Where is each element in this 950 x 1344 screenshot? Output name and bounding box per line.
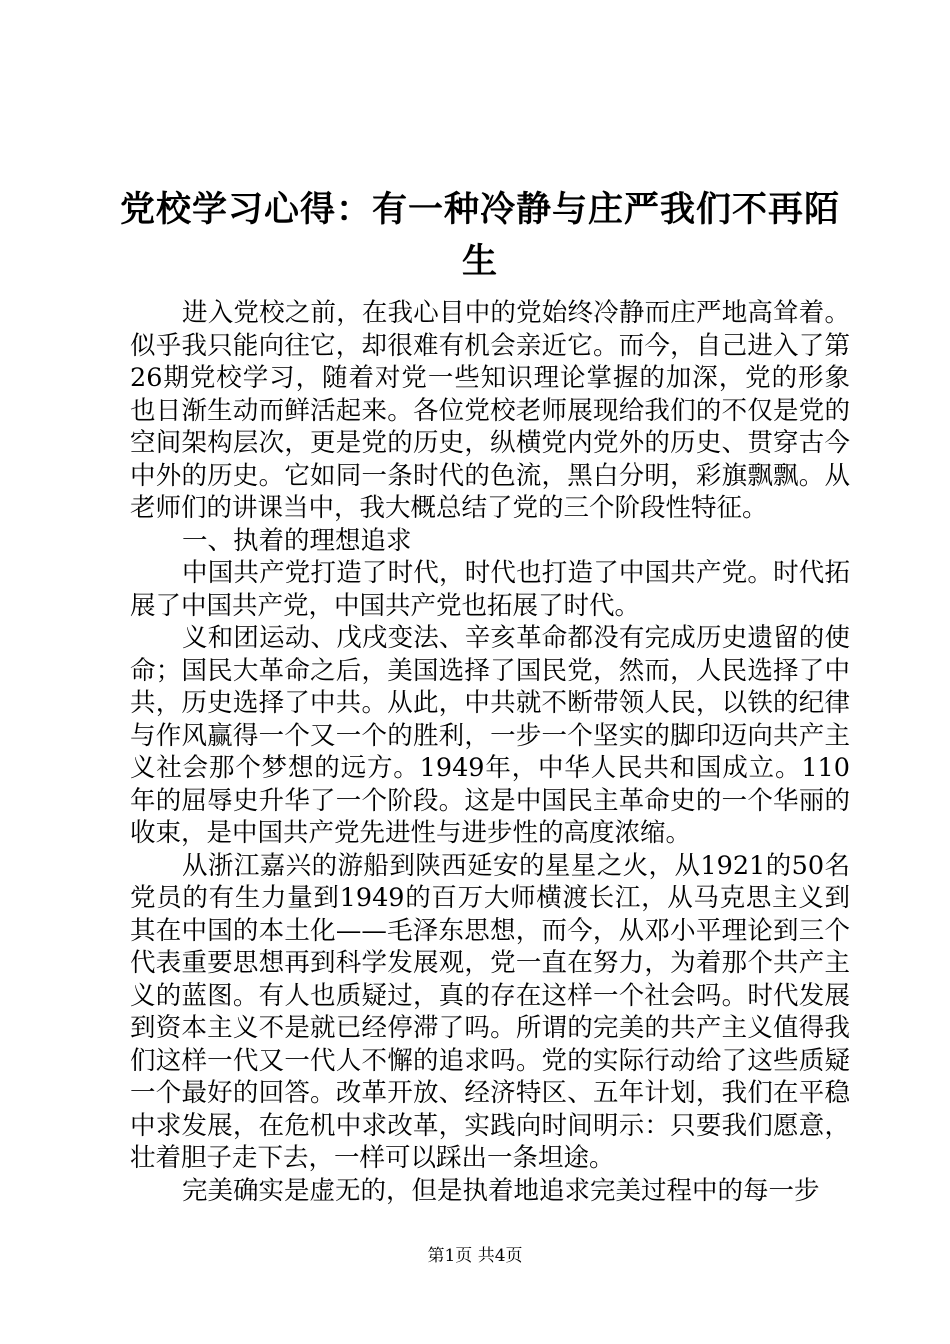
- paragraph-intro: 进入党校之前，在我心目中的党始终冷静而庄严地高耸着。似乎我只能向往它，却很难有机会亲近它。而今，自己进入了第26期党校学习，随着对党一些知识理论掌握的加深，党的形象也日渐生动而鲜活起来。各位党校老师展现给我们的不仅是党的空间架构层次，更是党的历史，纵横党内党外的历史、贯穿古今中外的历史。它如同一条时代的色流，黑白分明，彩旗飘飘。从老师们的讲课当中，我大概总结了党的三个阶段性特征。: [130, 298, 850, 523]
- document-title: 党校学习心得：有一种冷静与庄严我们不再陌生: [119, 189, 840, 282]
- section-heading: 一、执着的理想追求: [182, 525, 412, 556]
- paragraph-development: 从浙江嘉兴的游船到陕西延安的星星之火，从1921的50名党员的有生力量到1949的百万大师横渡长江，从马克思主义到其在中国的本土化——毛泽东思想，而今，从邓小平理论到三个代表重要思想再到科学发展观，党一直在努力，为着那个共产主义的蓝图。有人也质疑过，真的存在这样一个社会吗。时代发展到资本主义不是就已经停滞了吗。所谓的完美的共产主义值得我们这样一代又一代人不懈的追求吗。党的实际行动给了这些质疑一个最好的回答。改革开放、经济特区、五年计划，我们在平稳中求发展，在危机中求改革，实践向时间明示：只要我们愿意，壮着胆子走下去，一样可以踩出一条坦途。: [130, 850, 850, 1173]
- page-number-footer: 第1页 共4页: [427, 1246, 523, 1266]
- paragraph-era: 中国共产党打造了时代，时代也打造了中国共产党。时代拓展了中国共产党，中国共产党也拓展了时代。: [130, 558, 850, 621]
- document-body: [130, 297, 850, 1207]
- paragraph-perfection: 完美确实是虚无的，但是执着地追求完美过程中的每一步: [182, 1175, 820, 1206]
- paragraph-history: 义和团运动、戊戌变法、辛亥革命都没有完成历史遗留的使命；国民大革命之后，美国选择了国民党，然而，人民选择了中共，历史选择了中共。从此，中共就不断带领人民，以铁的纪律与作风赢得一个又一个的胜利，一步一个坚实的脚印迈向共产主义社会那个梦想的远方。1949年，中华人民共和国成立。110年的屈辱史升华了一个阶段。这是中国民主革命史的一个华丽的收束，是中国共产党先进性与进步性的高度浓缩。: [130, 623, 850, 848]
